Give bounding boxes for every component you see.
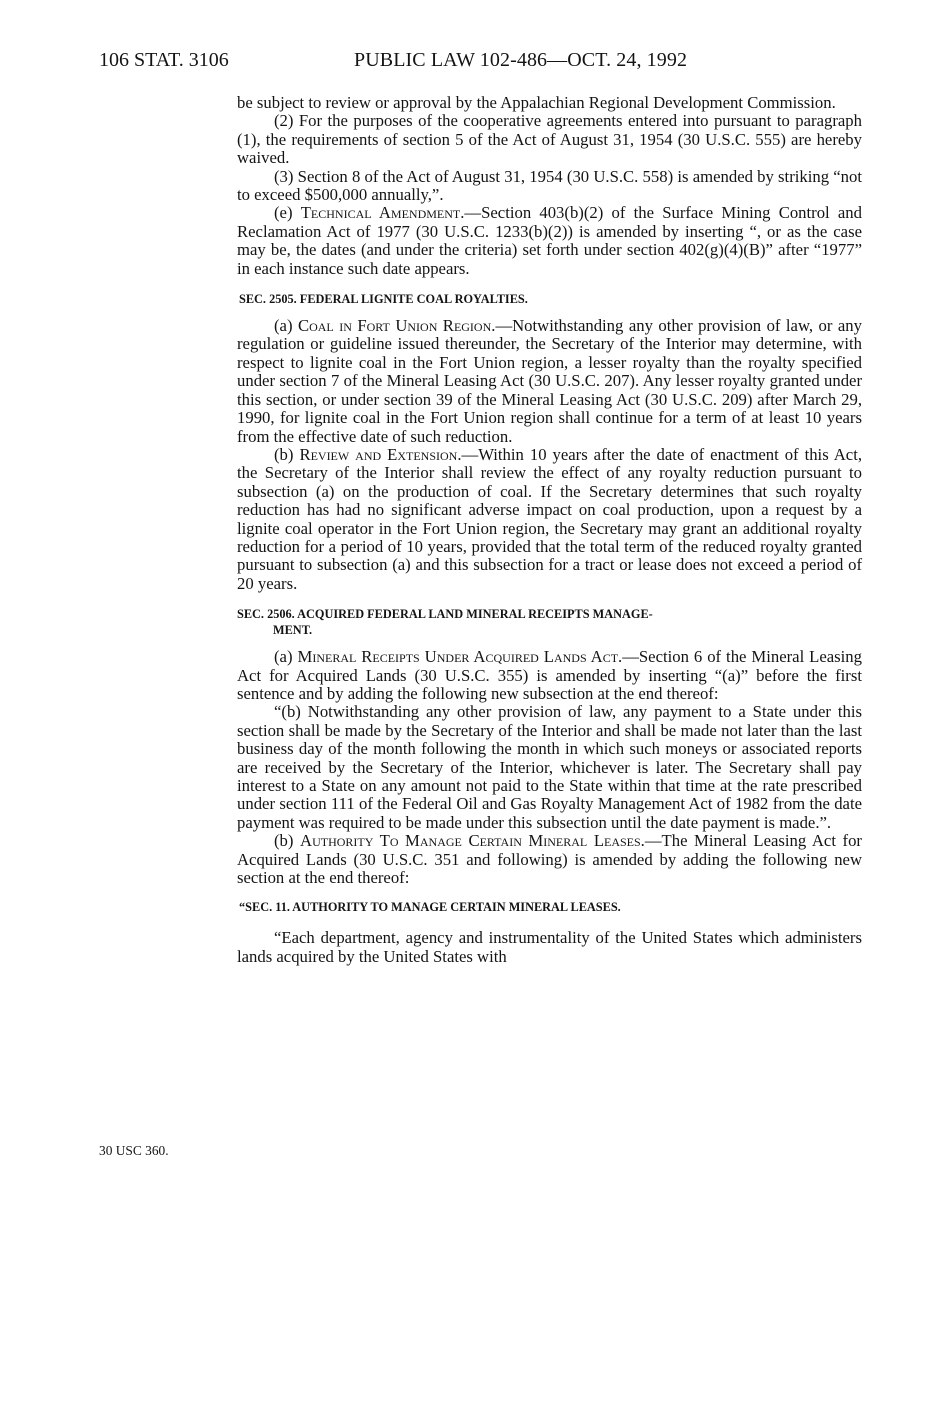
paragraph-3: (3) Section 8 of the Act of August 31, 1954 (30 U.S.C. 558) is amended by striking “not to exceed $500,000 annually,”. bbox=[237, 166, 862, 205]
section-2506-b-text: —The Mineral Leasing Act for Acquired Lands (30 U.S.C. 351 and following) is amended by adding the following new section at the end thereof: bbox=[237, 831, 862, 888]
section-2506-b-lead: (b) bbox=[274, 831, 301, 851]
page-header bbox=[99, 46, 739, 74]
section-2505-b-heading: Review and Extension. bbox=[299, 444, 462, 464]
section-2505-a-lead: (a) bbox=[274, 316, 298, 336]
section-11-heading: “SEC. 11. AUTHORITY TO MANAGE CERTAIN MINERAL LEASES. bbox=[239, 900, 621, 915]
section-2506-heading bbox=[237, 606, 862, 638]
section-2505-a-heading: Coal in Fort Union Region. bbox=[297, 316, 496, 336]
paragraph-e-heading: Technical Amendment. bbox=[300, 203, 465, 223]
section-2506-a bbox=[237, 648, 862, 703]
section-2506-heading-line1: SEC. 2506. ACQUIRED FEDERAL LAND MINERAL RECEIPTS MANAGE- bbox=[237, 607, 653, 622]
section-2506-heading-line2: MENT. bbox=[273, 623, 313, 638]
paragraph-e-text: —Section 403(b)(2) of the Surface Mining Control and Reclamation Act of 1977 (30 U.S.C. 1233(b)(2)) is amended by inserting “, or as the case may be, the dates (and under the criteria) set forth under section 402(g)(4)(B)” after “1977” in each instance such date appears. bbox=[237, 203, 862, 278]
paragraph-2: (2) For the purposes of the cooperative agreements entered into pursuant to paragraph (1), the requirements of section 5 of the Act of August 31, 1954 (30 U.S.C. 555) are hereby waived. bbox=[237, 111, 862, 168]
section-2506-b-heading: Authority To Manage Certain Mineral Leases. bbox=[300, 831, 645, 851]
section-2505-heading: SEC. 2505. FEDERAL LIGNITE COAL ROYALTIES. bbox=[239, 292, 528, 307]
paragraph-e-lead: (e) bbox=[274, 203, 301, 223]
paragraph-continuation: be subject to review or approval by the Appalachian Regional Development Commission. bbox=[237, 93, 836, 112]
section-2505-a bbox=[237, 317, 862, 446]
quoted-subsection-b: “(b) Notwithstanding any other provision of law, any payment to a State under this section shall be made by the Secretary of the Interior and shall be made not later than the last business day of the month following the month in which such moneys or associated reports are received by the Secretary of the Interior, whichever is later. The Secretary shall pay interest to a State on any amount not paid to the State within that time at the rate prescribed under section 111 of the Federal Oil and Gas Royalty Management Act of 1982 from the date payment was required to be made under this subsection until the date payment is made.”. bbox=[237, 702, 862, 832]
public-law-citation: PUBLIC LAW 102-486—OCT. 24, 1992 bbox=[354, 49, 688, 71]
section-11-text: “Each department, agency and instrumentality of the United States which administers lands acquired by the United States with bbox=[237, 928, 862, 966]
section-2505-a-text: —Notwithstanding any other provision of law, or any regulation or guideline issued thereunder, the Secretary of the Interior may determine, with respect to lignite coal in the Fort Union region, a lesser royalty than the royalty specified under section 7 of the Mineral Leasing Act (30 U.S.C. 207). Any lesser royalty granted under this section, or under section 39 of the Mineral Leasing Act (30 U.S.C. 209) after March 29, 1990, for lignite coal in the Fort Union region shall continue for a term of at least 10 years from the effective date of such reduction. bbox=[237, 316, 862, 446]
document-body bbox=[237, 94, 862, 966]
section-2506-a-text: —Section 6 of the Mineral Leasing Act for Acquired Lands (30 U.S.C. 355) is amended by inserting “(a)” before the first sentence and by adding the following new subsection at the end thereof: bbox=[237, 647, 862, 703]
margin-note-usc: 30 USC 360. bbox=[99, 1143, 169, 1158]
section-2506-a-heading: Mineral Receipts Under Acquired Lands Act. bbox=[297, 647, 623, 667]
paragraph-e bbox=[237, 204, 862, 278]
section-2506-a-lead: (a) bbox=[274, 647, 298, 667]
stat-page-number: 106 STAT. 3106 bbox=[99, 49, 229, 71]
section-2505-b-lead: (b) bbox=[274, 444, 300, 464]
section-2506-b bbox=[237, 832, 862, 887]
section-2505-b bbox=[237, 446, 862, 593]
section-2505-b-text: —Within 10 years after the date of enactment of this Act, the Secretary of the Interior shall review the effect of any royalty reduction pursuant to subsection (a) on the production of coal. If the Secretary determines that such royalty reduction has had no significant adverse impact on coal production, upon a request by a lignite coal operator in the Fort Union region, the Secretary may grant an additional royalty reduction for a period of 10 years, provided that the total term of the reduced royalty granted pursuant to subsection (a) and this subsection for a tract or lease does not exceed a period of 20 years. bbox=[237, 444, 862, 593]
